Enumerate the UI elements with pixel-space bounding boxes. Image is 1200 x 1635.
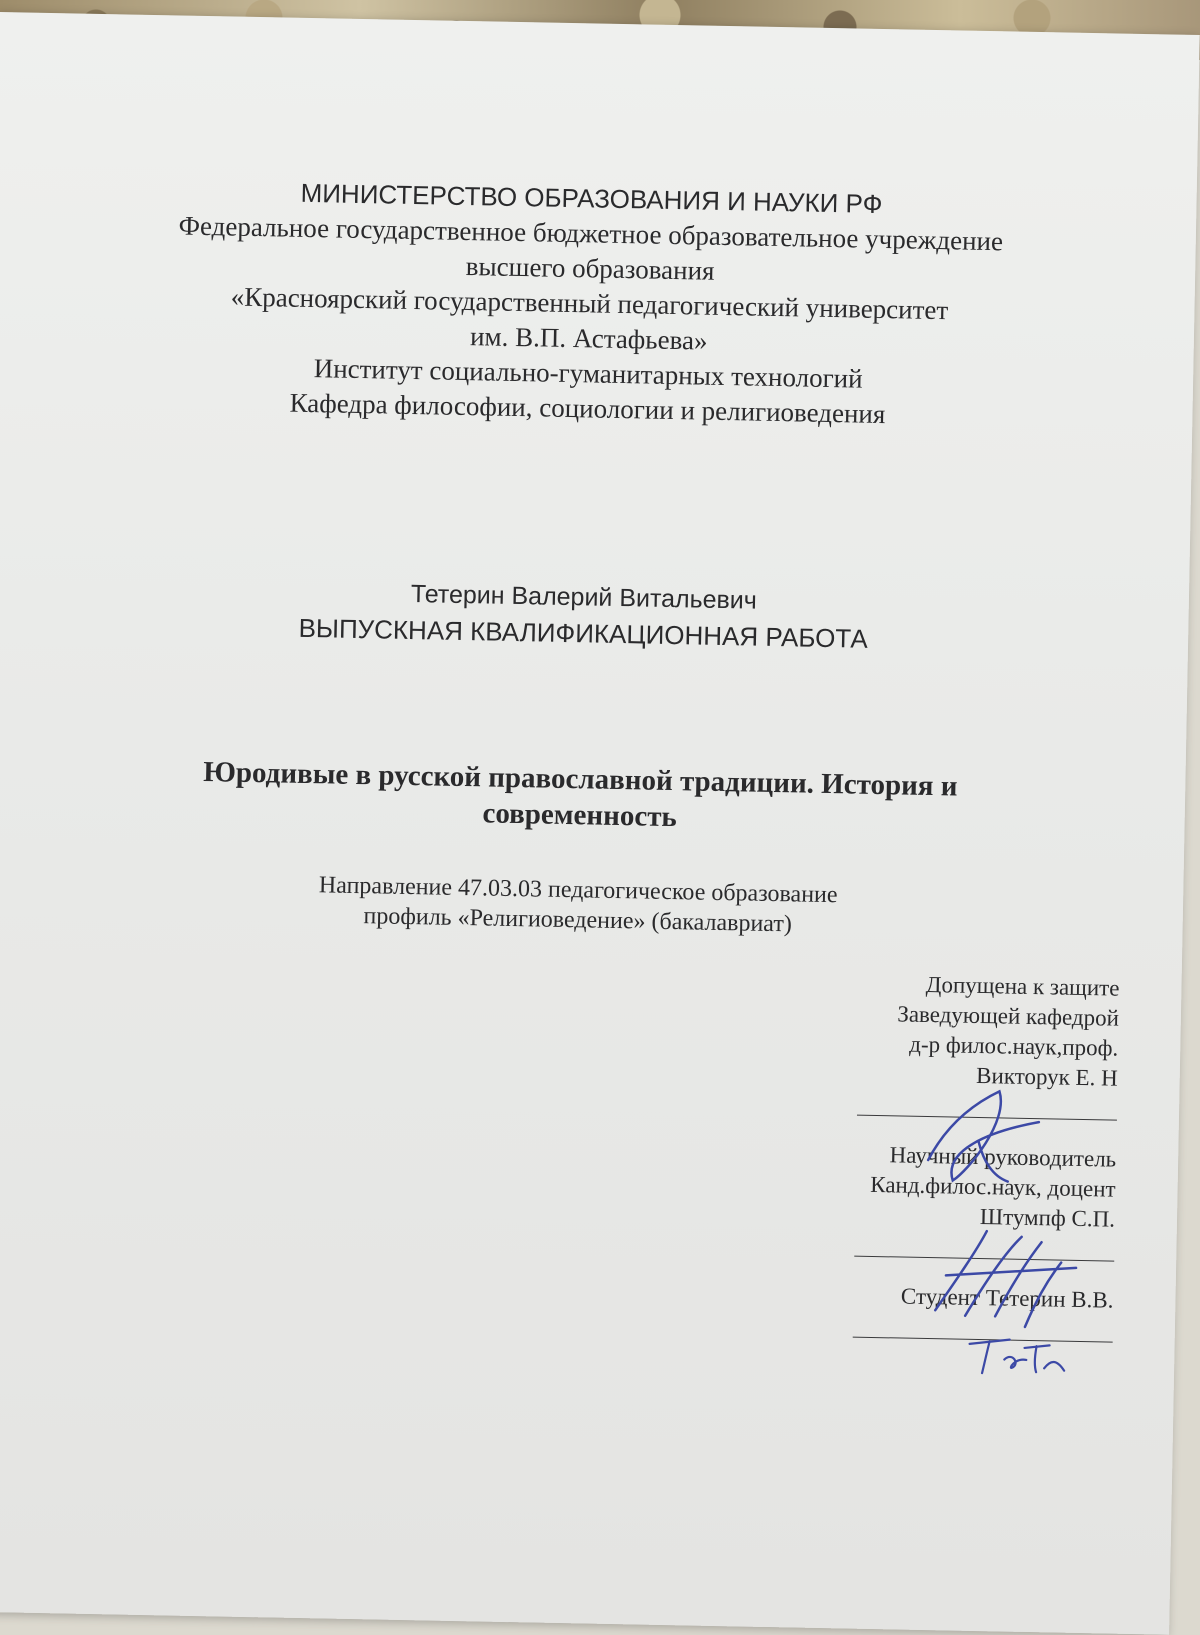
thesis-title xyxy=(64,751,1095,843)
admitted-label: Допущена к защите xyxy=(925,971,1120,1001)
study-direction xyxy=(62,865,1093,945)
author-block xyxy=(68,569,1099,661)
title-page xyxy=(0,12,1200,1635)
institution-type-line: Федеральное государственное бюджетное образовательное учреждение xyxy=(178,210,1004,257)
head-signature-drawing xyxy=(908,1080,1060,1193)
ministry-line: МИНИСТЕРСТВО ОБРАЗОВАНИЯ И НАУКИ РФ xyxy=(300,177,883,219)
head-degree: д-р филос.наук,проф. xyxy=(909,1031,1119,1061)
head-name: Викторук Е. Н xyxy=(975,1062,1118,1091)
paper-sheet xyxy=(0,12,1200,1635)
institution-level-line: высшего образования xyxy=(465,250,715,286)
university-line-1: «Красноярский государственный педагогический университет xyxy=(230,281,949,326)
direction-line-1: Направление 47.03.03 педагогическое образование xyxy=(318,872,838,909)
supervisor-name: Штумпф С.П. xyxy=(979,1204,1116,1232)
supervisor-degree: Канд.филос.наук, доцент xyxy=(870,1171,1116,1202)
student-signature-drawing xyxy=(964,1329,1075,1381)
head-label: Заведующей кафедрой xyxy=(897,1001,1120,1031)
author-name: Тетерин Валерий Витальевич xyxy=(410,579,758,615)
thesis-title-line-1: Юродивые в русской православной традиции. История и xyxy=(202,756,958,803)
supervisor-label: Научный руководитель xyxy=(889,1142,1117,1172)
institution-header xyxy=(72,172,1107,437)
direction-line-2: профиль «Религиоведение» (бакалавриат) xyxy=(363,903,793,938)
thesis-title-line-2: современность xyxy=(482,797,678,834)
student-line: Студент Тетерин В.В. xyxy=(900,1283,1114,1313)
work-type: ВЫПУСКНАЯ КВАЛИФИКАЦИОННАЯ РАБОТА xyxy=(298,612,868,654)
department-line: Кафедра философии, социологии и религиоведения xyxy=(289,387,886,430)
university-line-2: им. В.П. Астафьева» xyxy=(469,321,708,356)
supervisor-signature-drawing xyxy=(925,1220,1087,1333)
institute-line: Институт социально-гуманитарных технологий xyxy=(313,353,863,394)
